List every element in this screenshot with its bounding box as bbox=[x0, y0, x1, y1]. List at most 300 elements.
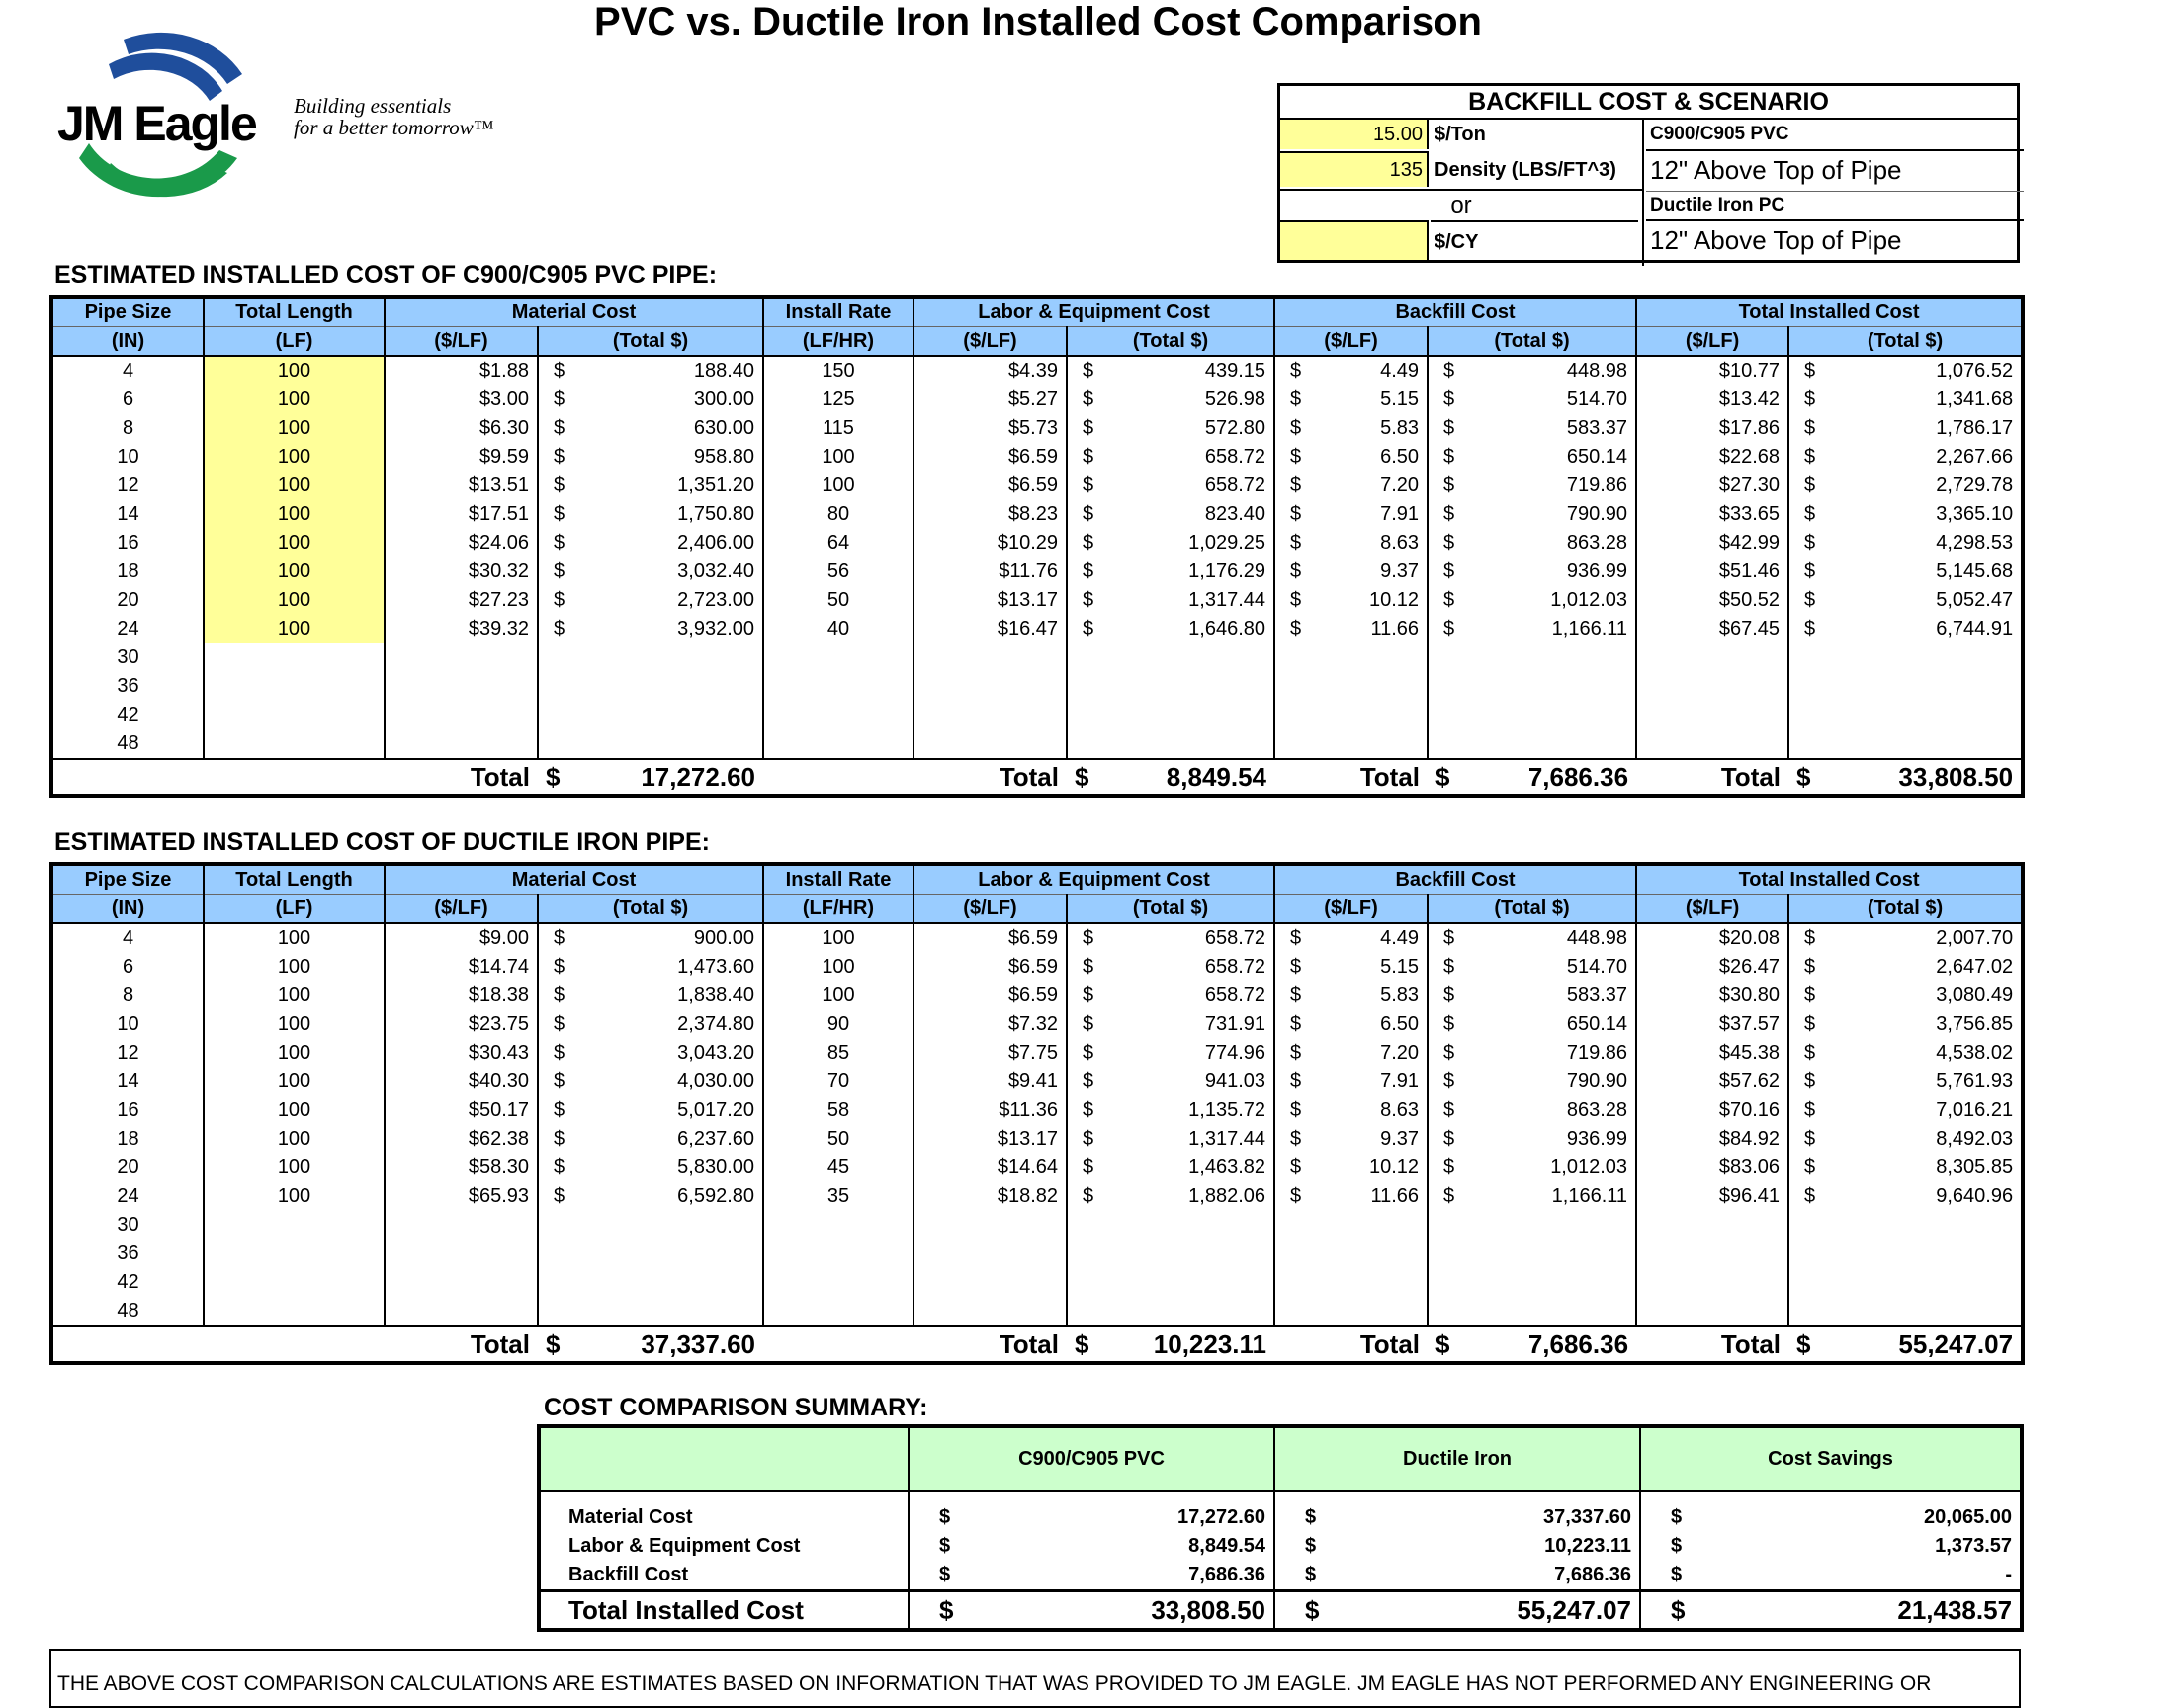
material-per-lf-cell: $13.51 bbox=[385, 471, 538, 500]
install-rate-cell bbox=[763, 701, 914, 729]
material-per-lf-cell: $50.17 bbox=[385, 1096, 538, 1125]
pipe-size-cell: 20 bbox=[51, 586, 204, 615]
installed-total-cell: 1,341.68 bbox=[1828, 385, 2023, 414]
material-total-cell bbox=[577, 729, 763, 759]
summary-blank-header bbox=[539, 1426, 909, 1491]
page-title: PVC vs. Ductile Iron Installed Cost Comparison bbox=[594, 0, 1482, 43]
dollar-sign: $ bbox=[1788, 500, 1828, 529]
total-label: Total bbox=[914, 1326, 1067, 1363]
summary-di-value: 7,686.36 bbox=[1452, 1561, 1640, 1591]
material-per-lf-cell: $14.74 bbox=[385, 953, 538, 982]
installed-per-lf-cell bbox=[1636, 672, 1788, 701]
backfill-per-lf-cell: 7.20 bbox=[1314, 1039, 1428, 1068]
material-total: 37,337.60 bbox=[577, 1326, 763, 1363]
installed-per-lf-cell: $50.52 bbox=[1636, 586, 1788, 615]
installed-per-lf-cell: $84.92 bbox=[1636, 1125, 1788, 1153]
unit-in: (IN) bbox=[51, 895, 204, 924]
material-per-lf-cell: $62.38 bbox=[385, 1125, 538, 1153]
table-row bbox=[51, 1211, 2023, 1239]
dollar-sign: $ bbox=[1067, 1326, 1106, 1363]
di-scenario-select[interactable]: 12" Above Top of Pipe bbox=[1650, 225, 1902, 255]
dollar-sign: $ bbox=[1428, 356, 1467, 385]
col-total-installed: Total Installed Cost bbox=[1636, 864, 2023, 895]
table-row bbox=[51, 1297, 2023, 1326]
total-length-cell[interactable]: 100 bbox=[204, 557, 385, 586]
install-rate-cell: 100 bbox=[763, 923, 914, 953]
backfill-total-cell: 1,012.03 bbox=[1467, 586, 1636, 615]
backfill-total-cell bbox=[1467, 1239, 1636, 1268]
col-labor: Labor & Equipment Cost bbox=[914, 297, 1274, 327]
backfill-total-cell: 1,166.11 bbox=[1467, 1182, 1636, 1211]
table-row bbox=[51, 672, 2023, 701]
unit-lf-hr: (LF/HR) bbox=[763, 327, 914, 357]
installed-total-cell: 8,492.03 bbox=[1828, 1125, 2023, 1153]
dollar-sign bbox=[1274, 701, 1314, 729]
backfill-per-lf-cell: 4.49 bbox=[1314, 356, 1428, 385]
total-length-cell[interactable] bbox=[204, 672, 385, 701]
material-total-cell bbox=[577, 643, 763, 672]
dollar-sign: $ bbox=[1274, 356, 1314, 385]
dollar-sign bbox=[1428, 1268, 1467, 1297]
material-total-cell: 5,017.20 bbox=[577, 1096, 763, 1125]
dollar-sign: $ bbox=[538, 471, 577, 500]
material-per-lf-cell bbox=[385, 1297, 538, 1326]
material-per-lf-cell bbox=[385, 1268, 538, 1297]
installed-total-cell: 7,016.21 bbox=[1828, 1096, 2023, 1125]
install-rate-cell: 58 bbox=[763, 1096, 914, 1125]
labor-total-cell bbox=[1106, 672, 1274, 701]
pvc-cost-table bbox=[49, 295, 2025, 798]
material-total-cell: 900.00 bbox=[577, 923, 763, 953]
dollar-sign bbox=[1788, 729, 1828, 759]
labor-per-lf-cell: $5.73 bbox=[914, 414, 1067, 443]
backfill-per-lf-cell: 7.91 bbox=[1314, 1068, 1428, 1096]
pipe-size-cell: 8 bbox=[51, 414, 204, 443]
summary-row bbox=[539, 1532, 2022, 1561]
blank bbox=[51, 1326, 204, 1363]
labor-per-lf-cell bbox=[914, 643, 1067, 672]
labor-total-cell: 658.72 bbox=[1106, 443, 1274, 471]
backfill-total-cell: 1,012.03 bbox=[1467, 1153, 1636, 1182]
dollar-sign: $ bbox=[1788, 529, 1828, 557]
table-row bbox=[51, 557, 2023, 586]
labor-total-cell: 774.96 bbox=[1106, 1039, 1274, 1068]
labor-total-cell: 1,317.44 bbox=[1106, 1125, 1274, 1153]
install-rate-cell: 64 bbox=[763, 529, 914, 557]
installed-per-lf-cell bbox=[1636, 729, 1788, 759]
backfill-per-lf-cell: 5.15 bbox=[1314, 385, 1428, 414]
installed-total-cell: 2,007.70 bbox=[1828, 923, 2023, 953]
installed-total-cell: 6,744.91 bbox=[1828, 615, 2023, 643]
material-per-lf-cell: $58.30 bbox=[385, 1153, 538, 1182]
pipe-size-cell: 24 bbox=[51, 1182, 204, 1211]
dollar-sign: $ bbox=[1067, 1153, 1106, 1182]
dollar-sign: $ bbox=[538, 1125, 577, 1153]
dollar-sign: $ bbox=[1067, 356, 1106, 385]
installed-total-cell: 5,052.47 bbox=[1828, 586, 2023, 615]
total-length-cell[interactable]: 100 bbox=[204, 356, 385, 385]
summary-col-di: Ductile Iron bbox=[1274, 1426, 1640, 1491]
pipe-size-cell: 18 bbox=[51, 1125, 204, 1153]
material-per-lf-cell: $30.32 bbox=[385, 557, 538, 586]
dollar-sign bbox=[538, 1268, 577, 1297]
dollar-sign: $ bbox=[1788, 557, 1828, 586]
dollar-sign: $ bbox=[1428, 586, 1467, 615]
backfill-total-cell: 863.28 bbox=[1467, 1096, 1636, 1125]
installed-per-lf-cell: $45.38 bbox=[1636, 1039, 1788, 1068]
cy-rate-input[interactable] bbox=[1280, 220, 1429, 260]
dollar-sign bbox=[1274, 1211, 1314, 1239]
summary-di-value: 37,337.60 bbox=[1452, 1503, 1640, 1532]
install-rate-cell bbox=[763, 729, 914, 759]
backfill-total-cell bbox=[1467, 729, 1636, 759]
table-row bbox=[51, 643, 2023, 672]
backfill-per-lf-cell bbox=[1314, 643, 1428, 672]
table-row bbox=[51, 529, 2023, 557]
pipe-size-cell: 10 bbox=[51, 1010, 204, 1039]
dollar-sign: $ bbox=[1428, 615, 1467, 643]
dollar-sign bbox=[1067, 701, 1106, 729]
installed-per-lf-cell: $70.16 bbox=[1636, 1096, 1788, 1125]
unit-per-lf: ($/LF) bbox=[1274, 895, 1428, 924]
labor-total-cell bbox=[1106, 1211, 1274, 1239]
installed-total-cell: 3,080.49 bbox=[1828, 982, 2023, 1010]
total-label: Total bbox=[385, 1326, 538, 1363]
material-total-cell: 2,374.80 bbox=[577, 1010, 763, 1039]
backfill-total: 7,686.36 bbox=[1467, 759, 1636, 796]
installed-total-cell bbox=[1828, 1297, 2023, 1326]
install-rate-cell: 35 bbox=[763, 1182, 914, 1211]
labor-per-lf-cell bbox=[914, 1297, 1067, 1326]
backfill-per-lf-cell: 6.50 bbox=[1314, 1010, 1428, 1039]
material-total-cell: 1,838.40 bbox=[577, 982, 763, 1010]
total-length-cell[interactable]: 100 bbox=[204, 615, 385, 643]
unit-per-lf: ($/LF) bbox=[914, 327, 1067, 357]
material-per-lf-cell: $39.32 bbox=[385, 615, 538, 643]
install-rate-cell: 85 bbox=[763, 1039, 914, 1068]
pvc-scenario-select[interactable]: 12" Above Top of Pipe bbox=[1650, 155, 1902, 185]
labor-per-lf-cell: $13.17 bbox=[914, 1125, 1067, 1153]
labor-per-lf-cell bbox=[914, 729, 1067, 759]
labor-total-cell: 1,317.44 bbox=[1106, 586, 1274, 615]
dollar-sign: $ bbox=[1274, 923, 1314, 953]
installed-total-cell: 2,647.02 bbox=[1828, 953, 2023, 982]
unit-in: (IN) bbox=[51, 327, 204, 357]
pipe-size-cell: 16 bbox=[51, 529, 204, 557]
install-rate-cell: 100 bbox=[763, 471, 914, 500]
installed-total-cell bbox=[1828, 701, 2023, 729]
dollar-sign bbox=[1788, 1297, 1828, 1326]
dollar-sign bbox=[538, 729, 577, 759]
material-per-lf-cell: $9.00 bbox=[385, 923, 538, 953]
dollar-sign: $ bbox=[1428, 953, 1467, 982]
unit-per-lf: ($/LF) bbox=[1636, 327, 1788, 357]
total-length-cell: 100 bbox=[204, 1182, 385, 1211]
dollar-sign bbox=[1428, 701, 1467, 729]
dollar-sign: $ bbox=[1788, 443, 1828, 471]
blank bbox=[204, 1326, 385, 1363]
dollar-sign: $ bbox=[1274, 443, 1314, 471]
summary-total-pvc: 33,808.50 bbox=[1087, 1591, 1274, 1631]
dollar-sign: $ bbox=[1274, 1561, 1452, 1591]
blank bbox=[763, 759, 914, 796]
dollar-sign: $ bbox=[538, 1068, 577, 1096]
backfill-total-cell: 650.14 bbox=[1467, 443, 1636, 471]
dollar-sign: $ bbox=[1788, 1096, 1828, 1125]
table-row bbox=[51, 385, 2023, 414]
install-rate-cell: 50 bbox=[763, 1125, 914, 1153]
dollar-sign: $ bbox=[538, 759, 577, 796]
dollar-sign: $ bbox=[1428, 1182, 1467, 1211]
density-input[interactable]: 135 bbox=[1280, 153, 1429, 187]
total-length-cell: 100 bbox=[204, 1039, 385, 1068]
dollar-sign: $ bbox=[1788, 1125, 1828, 1153]
pipe-size-cell: 42 bbox=[51, 1268, 204, 1297]
di-section-title: ESTIMATED INSTALLED COST OF DUCTILE IRON PIPE: bbox=[54, 828, 710, 856]
backfill-per-lf-cell bbox=[1314, 1297, 1428, 1326]
unit-total: (Total $) bbox=[1067, 327, 1274, 357]
dollar-sign: $ bbox=[538, 1153, 577, 1182]
installed-per-lf-cell: $13.42 bbox=[1636, 385, 1788, 414]
cy-label: $/CY bbox=[1431, 220, 1638, 260]
installed-per-lf-cell: $83.06 bbox=[1636, 1153, 1788, 1182]
material-total-cell: 1,351.20 bbox=[577, 471, 763, 500]
dollar-sign: $ bbox=[1274, 500, 1314, 529]
material-total-cell: 3,032.40 bbox=[577, 557, 763, 586]
backfill-per-lf-cell bbox=[1314, 729, 1428, 759]
dollar-sign: $ bbox=[909, 1532, 1087, 1561]
installed-total-cell bbox=[1828, 1211, 2023, 1239]
summary-total-row bbox=[539, 1591, 2022, 1631]
dollar-sign bbox=[1428, 672, 1467, 701]
installed-per-lf-cell bbox=[1636, 1239, 1788, 1268]
pipe-size-cell: 6 bbox=[51, 953, 204, 982]
table-row bbox=[51, 586, 2023, 615]
total-length-cell[interactable]: 100 bbox=[204, 586, 385, 615]
dollar-sign bbox=[1788, 643, 1828, 672]
dollar-sign bbox=[538, 1211, 577, 1239]
dollar-sign: $ bbox=[1274, 953, 1314, 982]
labor-total-cell: 731.91 bbox=[1106, 1010, 1274, 1039]
summary-savings-value: 1,373.57 bbox=[1818, 1532, 2022, 1561]
dollar-sign: $ bbox=[1788, 586, 1828, 615]
installed-total-cell: 2,267.66 bbox=[1828, 443, 2023, 471]
backfill-total-cell bbox=[1467, 643, 1636, 672]
install-rate-cell bbox=[763, 1239, 914, 1268]
install-rate-cell bbox=[763, 672, 914, 701]
backfill-title: BACKFILL COST & SCENARIO bbox=[1280, 86, 2017, 120]
dollar-sign: $ bbox=[1788, 414, 1828, 443]
dollar-sign: $ bbox=[1274, 1039, 1314, 1068]
table-row bbox=[51, 953, 2023, 982]
material-per-lf-cell: $24.06 bbox=[385, 529, 538, 557]
total-length-cell[interactable] bbox=[204, 643, 385, 672]
total-label: Total bbox=[385, 759, 538, 796]
labor-per-lf-cell: $8.23 bbox=[914, 500, 1067, 529]
dollar-sign bbox=[1274, 643, 1314, 672]
dollar-sign: $ bbox=[1428, 1039, 1467, 1068]
dollar-sign: $ bbox=[1788, 1010, 1828, 1039]
col-backfill: Backfill Cost bbox=[1274, 297, 1636, 327]
dollar-sign: $ bbox=[538, 1326, 577, 1363]
material-total-cell: 300.00 bbox=[577, 385, 763, 414]
material-total-cell bbox=[577, 1268, 763, 1297]
pipe-size-cell: 12 bbox=[51, 471, 204, 500]
dollar-sign bbox=[1274, 729, 1314, 759]
dollar-sign: $ bbox=[1640, 1561, 1818, 1591]
col-backfill: Backfill Cost bbox=[1274, 864, 1636, 895]
installed-per-lf-cell: $22.68 bbox=[1636, 443, 1788, 471]
total-length-cell[interactable] bbox=[204, 729, 385, 759]
pvc-scenario-label: C900/C905 PVC bbox=[1646, 120, 2024, 151]
installed-total-cell: 3,365.10 bbox=[1828, 500, 2023, 529]
dollar-sign bbox=[1274, 1268, 1314, 1297]
or-label: or bbox=[1280, 189, 1642, 220]
material-per-lf-cell bbox=[385, 643, 538, 672]
dollar-sign: $ bbox=[538, 1096, 577, 1125]
total-length-cell: 100 bbox=[204, 1125, 385, 1153]
summary-savings-value: 20,065.00 bbox=[1818, 1503, 2022, 1532]
unit-per-lf: ($/LF) bbox=[385, 327, 538, 357]
col-material: Material Cost bbox=[385, 864, 763, 895]
total-label: Total bbox=[914, 759, 1067, 796]
backfill-per-lf-cell bbox=[1314, 1239, 1428, 1268]
di-scenario-label: Ductile Iron PC bbox=[1646, 191, 2024, 221]
installed-per-lf-cell bbox=[1636, 643, 1788, 672]
backfill-per-lf-cell bbox=[1314, 701, 1428, 729]
summary-col-savings: Cost Savings bbox=[1640, 1426, 2022, 1491]
total-length-cell: 100 bbox=[204, 1068, 385, 1096]
install-rate-cell: 125 bbox=[763, 385, 914, 414]
summary-row-label: Backfill Cost bbox=[539, 1561, 909, 1591]
dollar-sign: $ bbox=[1788, 982, 1828, 1010]
total-length-cell[interactable]: 100 bbox=[204, 471, 385, 500]
dollar-sign: $ bbox=[1274, 586, 1314, 615]
total-label: Total bbox=[1314, 759, 1428, 796]
total-length-cell[interactable]: 100 bbox=[204, 385, 385, 414]
labor-total-cell bbox=[1106, 1239, 1274, 1268]
backfill-total-cell: 448.98 bbox=[1467, 356, 1636, 385]
summary-row-label: Material Cost bbox=[539, 1503, 909, 1532]
install-rate-cell: 70 bbox=[763, 1068, 914, 1096]
material-total-cell: 1,473.60 bbox=[577, 953, 763, 982]
installed-per-lf-cell: $37.57 bbox=[1636, 1010, 1788, 1039]
pipe-size-cell: 36 bbox=[51, 1239, 204, 1268]
pipe-size-cell: 36 bbox=[51, 672, 204, 701]
labor-total-cell: 572.80 bbox=[1106, 414, 1274, 443]
installed-total-cell bbox=[1828, 643, 2023, 672]
installed-per-lf-cell: $17.86 bbox=[1636, 414, 1788, 443]
dollar-sign: $ bbox=[538, 443, 577, 471]
dollar-sign: $ bbox=[1640, 1532, 1818, 1561]
material-total-cell: 3,932.00 bbox=[577, 615, 763, 643]
backfill-per-lf-cell: 8.63 bbox=[1314, 1096, 1428, 1125]
material-per-lf-cell: $6.30 bbox=[385, 414, 538, 443]
table-row bbox=[51, 1239, 2023, 1268]
installed-total-cell bbox=[1828, 1268, 2023, 1297]
backfill-total-cell: 790.90 bbox=[1467, 500, 1636, 529]
total-length-cell[interactable]: 100 bbox=[204, 414, 385, 443]
dollar-sign: $ bbox=[1428, 1096, 1467, 1125]
ton-rate-input[interactable]: 15.00 bbox=[1280, 120, 1429, 149]
backfill-per-lf-cell: 9.37 bbox=[1314, 1125, 1428, 1153]
pipe-size-cell: 30 bbox=[51, 643, 204, 672]
labor-total-cell: 1,882.06 bbox=[1106, 1182, 1274, 1211]
installed-per-lf-cell: $51.46 bbox=[1636, 557, 1788, 586]
labor-per-lf-cell: $14.64 bbox=[914, 1153, 1067, 1182]
installed-per-lf-cell: $96.41 bbox=[1636, 1182, 1788, 1211]
install-rate-cell: 150 bbox=[763, 356, 914, 385]
dollar-sign: $ bbox=[909, 1503, 1087, 1532]
pipe-size-cell: 12 bbox=[51, 1039, 204, 1068]
backfill-total-cell: 719.86 bbox=[1467, 471, 1636, 500]
table-row bbox=[51, 615, 2023, 643]
dollar-sign: $ bbox=[538, 500, 577, 529]
dollar-sign: $ bbox=[538, 615, 577, 643]
install-rate-cell: 115 bbox=[763, 414, 914, 443]
summary-pvc-value: 7,686.36 bbox=[1087, 1561, 1274, 1591]
col-total-length: Total Length bbox=[204, 864, 385, 895]
dollar-sign bbox=[1274, 1297, 1314, 1326]
labor-per-lf-cell bbox=[914, 672, 1067, 701]
summary-total-di: 55,247.07 bbox=[1452, 1591, 1640, 1631]
backfill-per-lf-cell: 5.83 bbox=[1314, 982, 1428, 1010]
installed-total-cell: 1,076.52 bbox=[1828, 356, 2023, 385]
labor-per-lf-cell: $7.75 bbox=[914, 1039, 1067, 1068]
backfill-per-lf-cell: 10.12 bbox=[1314, 586, 1428, 615]
backfill-per-lf-cell: 7.91 bbox=[1314, 500, 1428, 529]
table-row bbox=[51, 1153, 2023, 1182]
unit-total: (Total $) bbox=[1788, 327, 2023, 357]
installed-per-lf-cell bbox=[1636, 1297, 1788, 1326]
summary-table bbox=[537, 1424, 2024, 1632]
svg-text:JM Eagle: JM Eagle bbox=[57, 96, 256, 151]
labor-total-cell: 526.98 bbox=[1106, 385, 1274, 414]
installed-per-lf-cell: $67.45 bbox=[1636, 615, 1788, 643]
installed-per-lf-cell bbox=[1636, 1211, 1788, 1239]
summary-col-pvc: C900/C905 PVC bbox=[909, 1426, 1274, 1491]
material-per-lf-cell: $18.38 bbox=[385, 982, 538, 1010]
dollar-sign: $ bbox=[1788, 385, 1828, 414]
total-length-cell[interactable]: 100 bbox=[204, 443, 385, 471]
total-length-cell[interactable] bbox=[204, 701, 385, 729]
unit-lf: (LF) bbox=[204, 895, 385, 924]
material-per-lf-cell bbox=[385, 672, 538, 701]
labor-total: 10,223.11 bbox=[1106, 1326, 1274, 1363]
total-length-cell[interactable]: 100 bbox=[204, 500, 385, 529]
dollar-sign: $ bbox=[1067, 385, 1106, 414]
pipe-size-cell: 4 bbox=[51, 923, 204, 953]
table-row bbox=[51, 1182, 2023, 1211]
backfill-per-lf-cell bbox=[1314, 672, 1428, 701]
installed-per-lf-cell: $30.80 bbox=[1636, 982, 1788, 1010]
table-row bbox=[51, 1125, 2023, 1153]
material-per-lf-cell: $27.23 bbox=[385, 586, 538, 615]
installed-total-cell: 5,761.93 bbox=[1828, 1068, 2023, 1096]
dollar-sign: $ bbox=[1788, 923, 1828, 953]
dollar-sign: $ bbox=[1067, 529, 1106, 557]
blank bbox=[1274, 759, 1314, 796]
summary-pvc-value: 17,272.60 bbox=[1087, 1503, 1274, 1532]
pipe-size-cell: 48 bbox=[51, 1297, 204, 1326]
backfill-total-cell bbox=[1467, 1211, 1636, 1239]
dollar-sign: $ bbox=[1428, 529, 1467, 557]
labor-per-lf-cell: $6.59 bbox=[914, 982, 1067, 1010]
installed-total-cell: 5,145.68 bbox=[1828, 557, 2023, 586]
dollar-sign: $ bbox=[1274, 1010, 1314, 1039]
total-length-cell[interactable]: 100 bbox=[204, 529, 385, 557]
dollar-sign: $ bbox=[1274, 471, 1314, 500]
